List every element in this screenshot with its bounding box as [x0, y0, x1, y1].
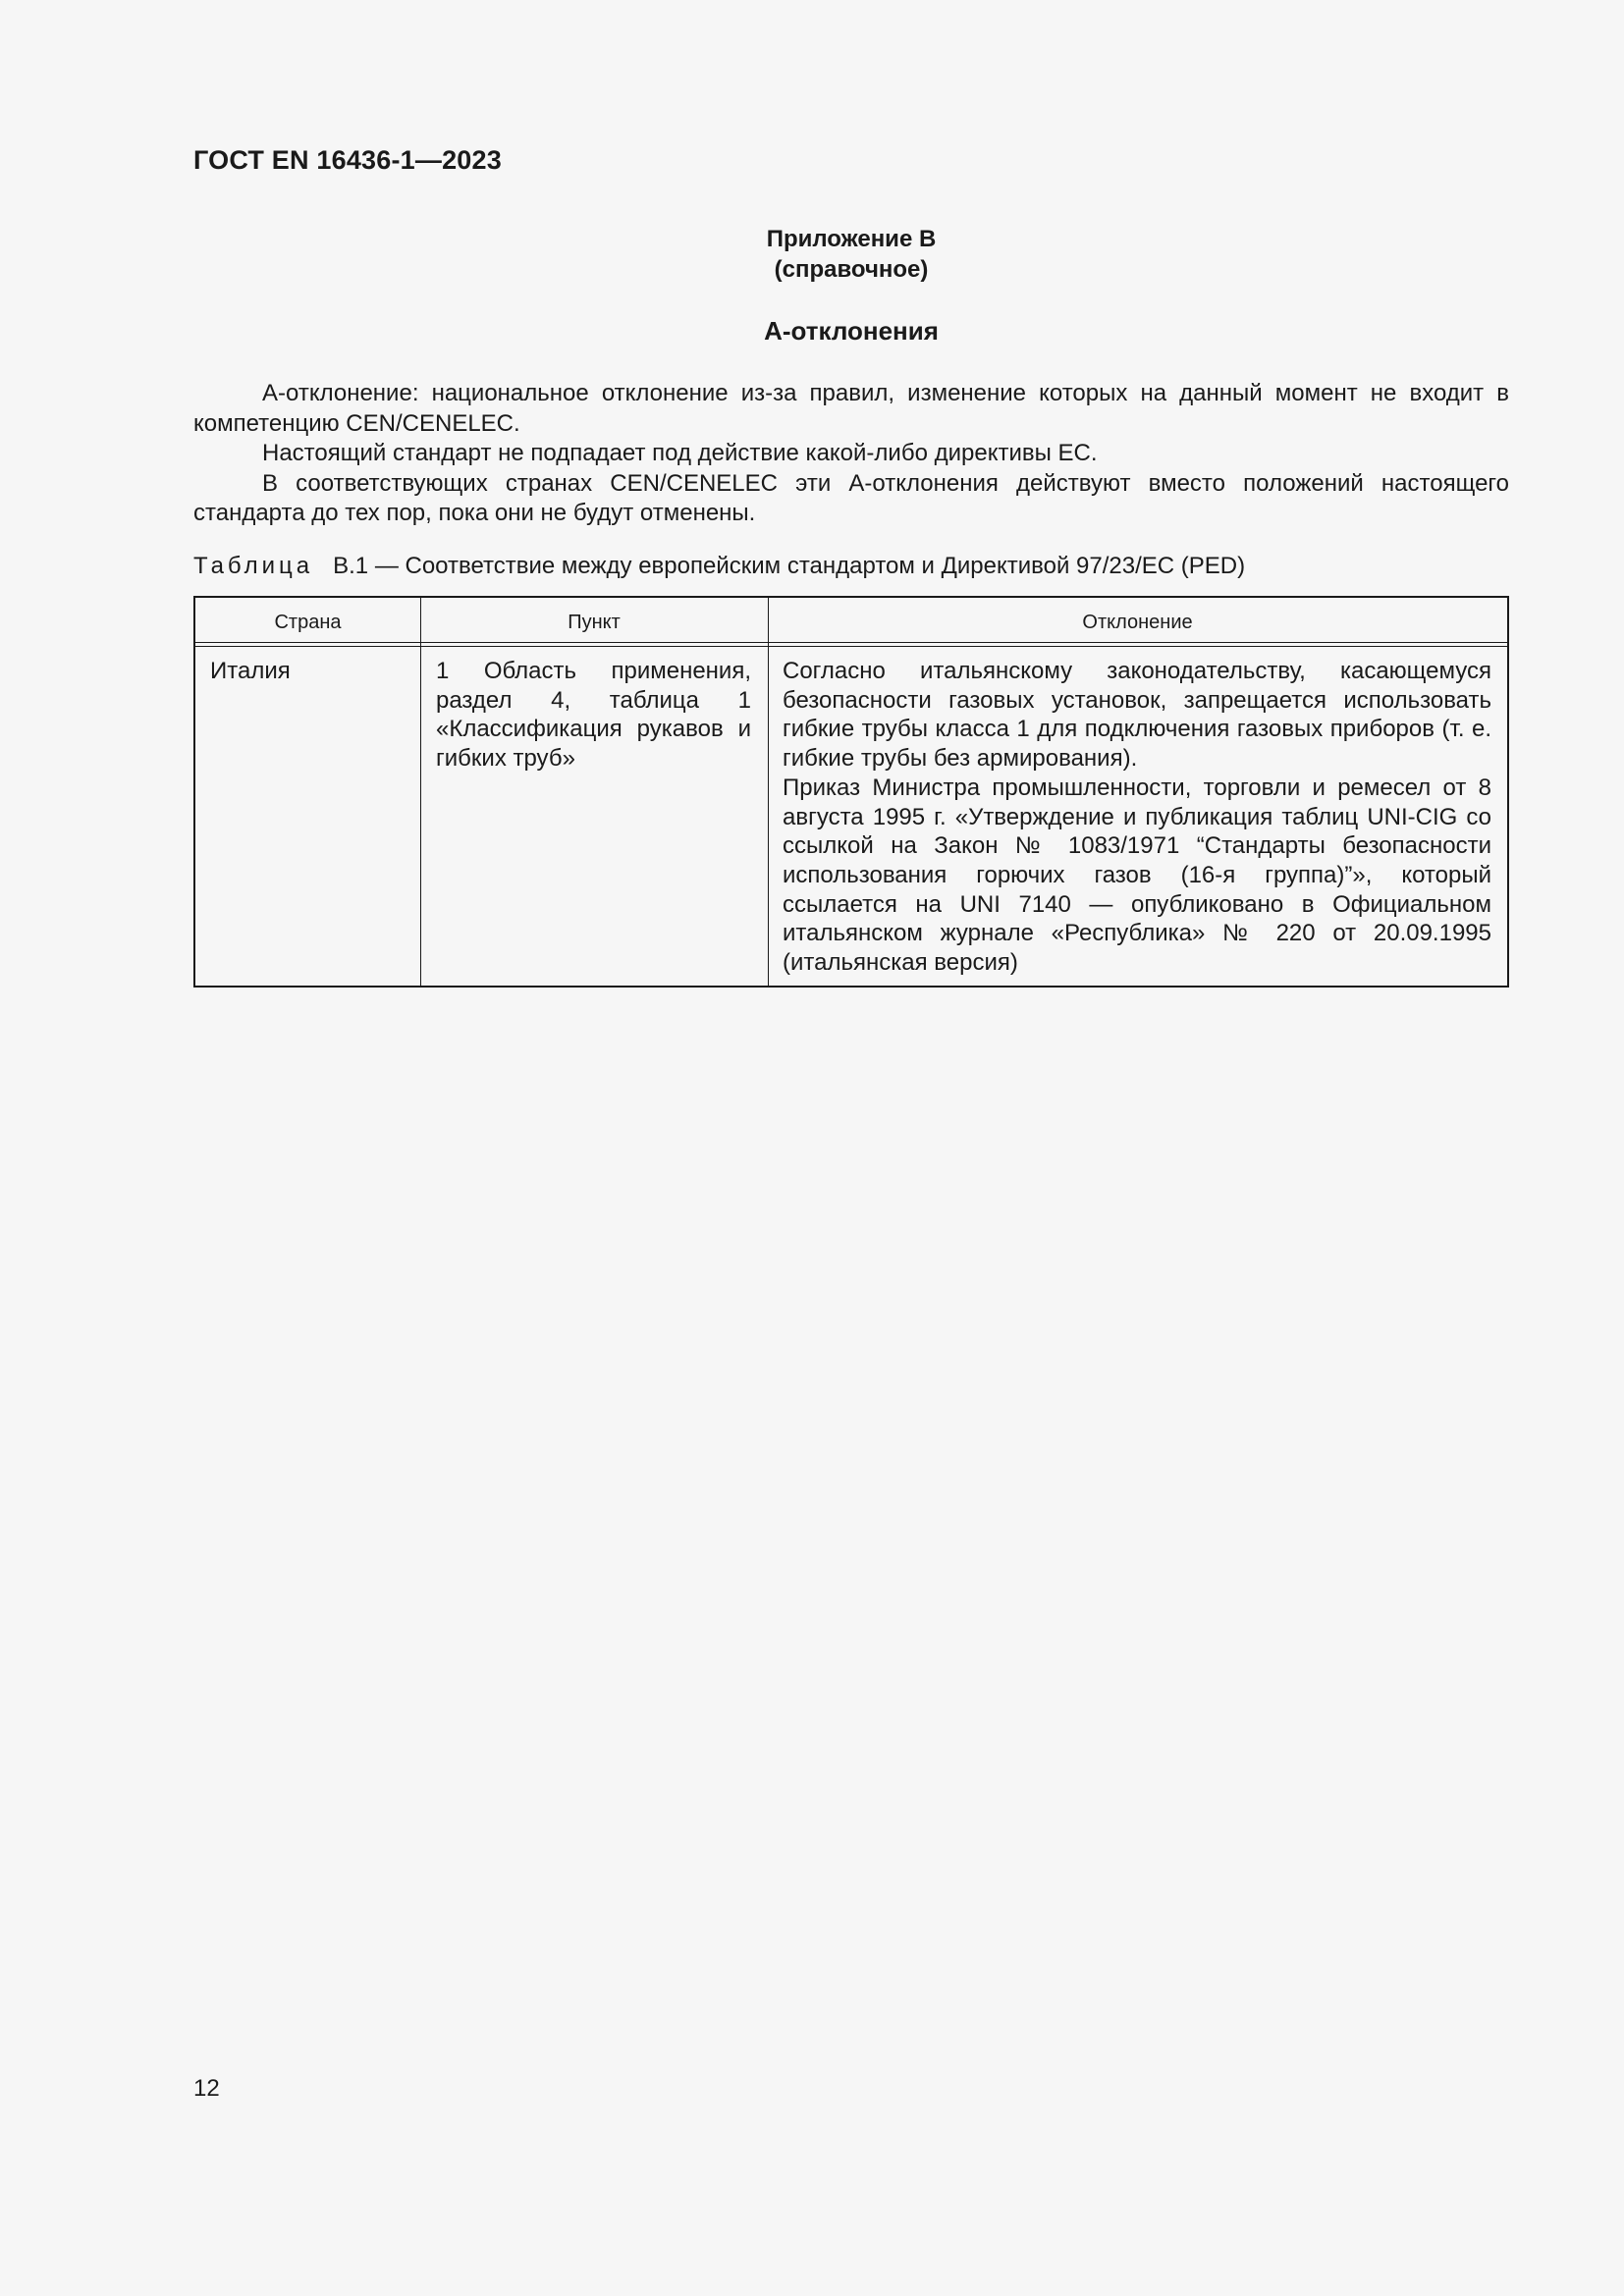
table-cell-deviation: [783, 657, 1491, 978]
table-column-divider: [420, 598, 421, 986]
table-cell-country: [210, 657, 406, 686]
table-cell-clause: [436, 657, 751, 774]
intro-paragraph: В соответствующих странах CEN/CENELEC эти А-отклонения действуют вместо положений настоящего стандарта до тех пор, пока они не будут отменены.: [193, 469, 1509, 526]
deviation-table: [193, 596, 1509, 988]
table-column-divider: [768, 598, 769, 986]
table-caption: [193, 553, 1509, 580]
country-text: Италия: [210, 658, 291, 684]
table-header-clause: Пункт: [568, 612, 621, 633]
deviation-text: Приказ Министра промышленности, торговли и ремесел от 8 августа 1995 г. «Утверждение и публикация таблиц UNI-CIG со ссылкой на Закон № 1083/1971 “Стандарты безопасности использования горючих газов (16-я группа)”», который ссылается на UNI 7140 — опубликовано в Официальном итальянском журнале «Республика» № 220 от 20.09.1995 (итальянская версия): [783, 774, 1491, 977]
section-title: А-отклонения: [764, 316, 939, 346]
intro-paragraph: Настоящий стандарт не подпадает под действие какой-либо директивы ЕС.: [262, 440, 1098, 466]
intro-text: [193, 379, 1509, 529]
table-header-country: Страна: [274, 612, 342, 633]
annex-subtitle: (справочное): [774, 256, 929, 283]
clause-text: 1 Область применения, раздел 4, таблица 1 «Классификация рукавов и гибких труб»: [436, 658, 751, 773]
document-code: ГОСТ EN 16436-1—2023: [193, 145, 502, 175]
deviation-text: Согласно итальянскому законодательству, касающемуся безопасности газовых установок, запрещается использовать гибкие трубы класса 1 для подключения газовых приборов (т. е. гибкие трубы без армирования).: [783, 658, 1491, 773]
table-header-deviation: Отклонение: [1082, 612, 1193, 633]
table-caption-text: В.1 — Соответствие между европейским стандартом и Директивой 97/23/ЕС (PED): [333, 553, 1246, 579]
annex-title: Приложение В: [766, 226, 937, 252]
table-header-divider: [195, 642, 1507, 643]
page-number: 12: [193, 2075, 220, 2102]
intro-paragraph: А-отклонение: национальное отклонение из-за правил, изменение которых на данный момент не входит в компетенцию CEN/CENELEC.: [193, 380, 1509, 437]
annex-heading: [193, 224, 1509, 285]
table-header-divider: [195, 646, 1507, 647]
table-caption-label: Таблица: [193, 553, 314, 579]
